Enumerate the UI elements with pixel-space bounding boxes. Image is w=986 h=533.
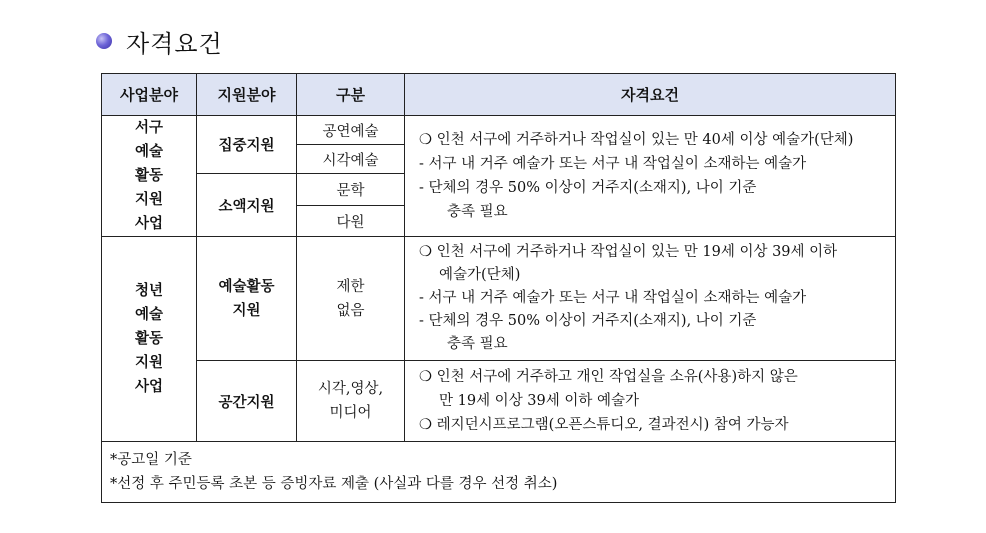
section-title: 자격요건 (126, 29, 223, 58)
header-support-field: 지원분야 (197, 74, 297, 116)
requirements-table (101, 73, 896, 503)
header-business-field: 사업분야 (102, 74, 197, 116)
support-arts-activity: 예술활동 지원 (197, 237, 297, 361)
category-literature: 문학 (297, 174, 405, 206)
category-no-limit: 제한 없음 (297, 237, 405, 361)
support-intensive: 집중지원 (197, 116, 297, 174)
table-row (102, 237, 896, 361)
bullet-icon (96, 33, 112, 49)
business-field-seogu: 서구 예술 활동 지원 사업 (102, 116, 197, 237)
table-row (102, 116, 896, 145)
table-header-row (102, 74, 896, 116)
support-small-grant: 소액지원 (197, 174, 297, 237)
note-reference-date: *공고일 기준 (110, 452, 192, 468)
business-field-youth: 청년 예술 활동 지원 사업 (102, 237, 197, 442)
support-space: 공간지원 (197, 361, 297, 442)
table-row (102, 361, 896, 442)
category-performing-arts: 공연예술 (297, 116, 405, 145)
requirements-group1: ❍ 인천 서구에 거주하거나 작업실이 있는 만 40세 이상 예술가(단체) - 서구 내 거주 예술가 또는 서구 내 작업실이 소재하는 예술가 - 단체의 경우 50% 이상이 거주지(소재지), 나이 기준 충족 필요 (405, 116, 896, 237)
note-documents: *선정 후 주민등록 초본 등 증빙자료 제출 (사실과 다를 경우 선정 취소) (110, 476, 558, 492)
category-visual-arts: 시각예술 (297, 145, 405, 174)
notes (102, 442, 896, 503)
header-category: 구분 (297, 74, 405, 116)
requirements-arts-activity: ❍ 인천 서구에 거주하거나 작업실이 있는 만 19세 이상 39세 이하 예술가(단체) - 서구 내 거주 예술가 또는 서구 내 작업실이 소재하는 예술가 - 단체의 경우 50% 이상이 거주지(소재지), 나이 기준 충족 필요 (405, 237, 896, 361)
table-row (102, 442, 896, 503)
category-visual-media: 시각,영상, 미디어 (297, 361, 405, 442)
section-heading (96, 24, 223, 58)
category-multidisciplinary: 다원 (297, 206, 405, 237)
header-requirements: 자격요건 (405, 74, 896, 116)
requirements-space: ❍ 인천 서구에 거주하고 개인 작업실을 소유(사용)하지 않은 만 19세 이상 39세 이하 예술가 ❍ 레지던시프로그램(오픈스튜디오, 결과전시) 참여 가능자 (405, 361, 896, 442)
